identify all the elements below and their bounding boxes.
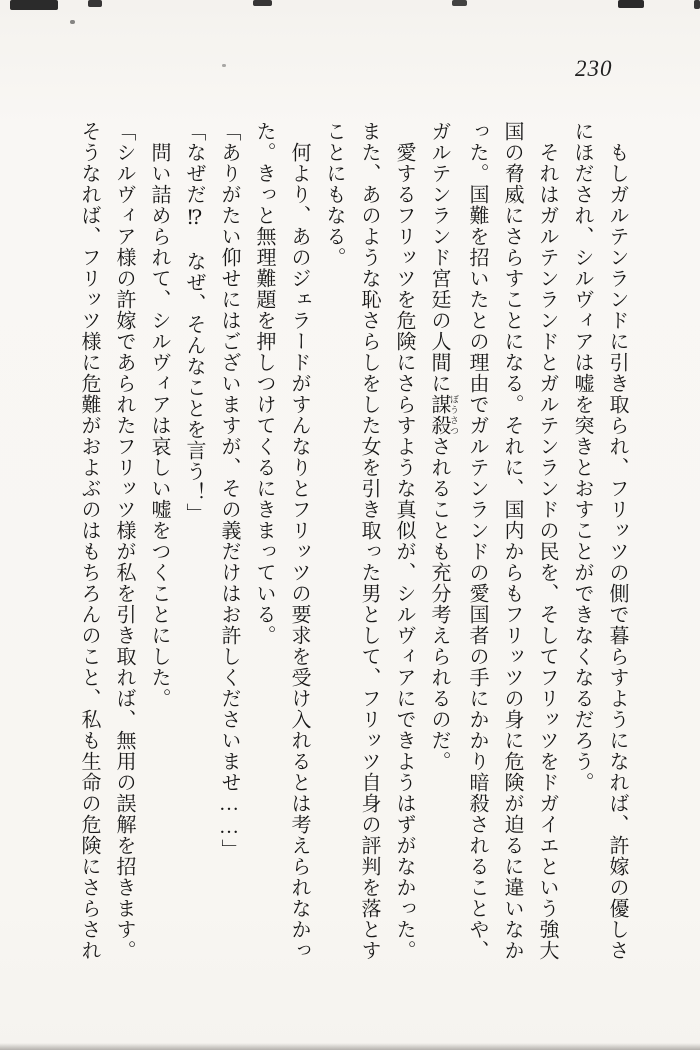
text-line: そうなれば、フリッツ様に危難がおよぶのはもちろんのこと、私も生命の危険にさらされ <box>78 121 100 961</box>
page-number: 230 <box>575 56 613 81</box>
text-line: 「シルヴィア様の許嫁であられたフリッツ様が私を引き取れば、無用の誤解を招きます。 <box>113 121 135 961</box>
text-line: 「ありがたい仰せにはございますが、その義だけはお許しくださいませ……」 <box>218 121 240 860</box>
ruby-annotated-word: 謀殺 ぼうさつ <box>428 394 459 436</box>
scan-artifact <box>10 0 58 10</box>
text-line: ガルテンランド宮廷の人間に謀殺 ぼうさつされることも充分考えられるのだ。 <box>428 121 459 772</box>
scan-artifact <box>618 0 644 8</box>
text-line: 問い詰められて、シルヴィアは哀しい嘘をつくことにした。 <box>148 142 170 709</box>
text-line: ことにもなる。 <box>323 121 345 268</box>
text-line: 「なぜだ⁉ なぜ、そんなことを言う！」 <box>183 121 205 524</box>
text-line: 愛するフリッツを危険にさらすような真似が、シルヴィアにできようはずがなかった。 <box>393 142 415 961</box>
scan-artifact <box>88 0 102 7</box>
vertical-text-block <box>72 121 634 983</box>
scan-artifact <box>452 0 467 6</box>
text-line: た。きっと無理難題を押しつけてくるにきまっている。 <box>253 121 275 646</box>
scan-artifact <box>222 64 226 67</box>
text-line: 国の脅威にさらすことになる。それに、国内からもフリッツの身に危険が迫るに違いなか <box>501 121 523 961</box>
text-line: にほだされ、シルヴィアは嘘を突きとおすことができなくなるだろう。 <box>571 121 593 793</box>
scan-artifact <box>694 0 700 9</box>
page-edge-shadow <box>0 1043 700 1050</box>
text-line: もしガルテンランドに引き取られ、フリッツの側で暮らすようになれば、許嫁の優しさ <box>606 142 628 961</box>
text-line: った。国難を招いたとの理由でガルテンランドの愛国者の手にかかり暗殺されることや、 <box>466 121 488 961</box>
text-line: それはガルテンランドとガルテンランドの民を、そしてフリッツをドガイエという強大 <box>536 142 558 961</box>
text-line: 何より、あのジェラードがすんなりとフリッツの要求を受け入れるとは考えられなかっ <box>288 142 310 961</box>
scan-artifact <box>70 20 75 24</box>
scan-artifact <box>253 0 272 6</box>
text-line: また、あのような恥さらしをした女を引き取った男として、フリッツ自身の評判を落とす <box>358 121 380 961</box>
